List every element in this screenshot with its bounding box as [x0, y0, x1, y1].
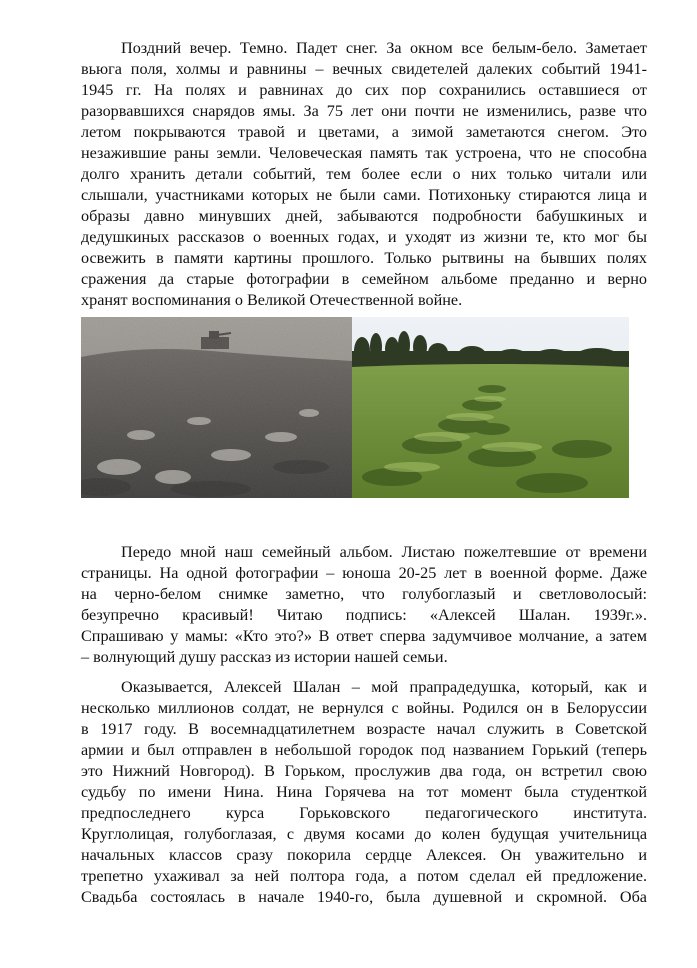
photo-battlefield-bw — [81, 317, 352, 498]
text-line: начальных классов сразу покорила сердце Алексея. Он уважительно и — [81, 846, 647, 864]
text-line: – волнующий душу рассказ из истории нашей семьи. — [81, 648, 448, 666]
text-line: вьюга поля, холмы и равнины – вечных свидетелей далеких событий 1941- — [81, 60, 647, 78]
paragraph-family-album — [81, 542, 647, 668]
text-line: освежить в памяти картины прошлого. Только рытвины на бывших полях — [81, 249, 647, 267]
text-line: незажившие раны земли. Человеческая память так устроена, что не способна — [81, 144, 647, 162]
text-line: на черно-белом снимке заметно, что голубоглазый и светловолосый: — [81, 585, 647, 603]
text-line: Свадьба состоялась в начале 1940-го, была душевной и скромной. Оба — [81, 888, 647, 906]
text-line: страницы. На одной фотографии – юноша 20-25 лет в военной форме. Даже — [81, 564, 647, 582]
text-line: летом покрываются травой и цветами, а зимой заметаются снегом. Это — [81, 123, 647, 141]
text-line: предпоследнего курса Горьковского педагогического института. — [81, 804, 647, 822]
photo-trench-field — [352, 317, 629, 498]
text-line: Оказывается, Алексей Шалан – мой прапрадедушка, который, как и — [121, 678, 647, 696]
photo-strip — [81, 317, 629, 498]
text-line: сражения да старые фотографии в семейном альбоме преданно и верно — [81, 270, 647, 288]
text-line: Круглолицая, голубоглазая, с двумя косами до колен будущая учительница — [81, 825, 647, 843]
text-line: слышали, участниками которых не были сами. Потихоньку стираются лица и — [81, 186, 647, 204]
text-line: Передо мной наш семейный альбом. Листаю пожелтевшие от времени — [121, 543, 647, 561]
text-line: армии и был отправлен в небольшой городок под названием Горький (теперь — [81, 741, 647, 759]
text-line: это Нижний Новгород). В Горьком, прослужив два года, он встретил свою — [81, 762, 647, 780]
text-line: разорвавшихся снарядов ямы. За 75 лет они почти не изменились, разве что — [81, 102, 647, 120]
text-line: образы давно минувших дней, забываются подробности бабушкиных и — [81, 207, 647, 225]
text-line: трепетно ухаживал за ней полтора года, а потом сделал ей предложение. — [81, 867, 647, 885]
text-line: несколько миллионов солдат, не вернулся с войны. Родился он в Белоруссии — [81, 699, 647, 717]
text-line: Поздний вечер. Темно. Падет снег. За окном все белым-бело. Заметает — [121, 39, 647, 57]
text-line: безупречно красивый! Читаю подпись: «Алексей Шалан. 1939г.». — [81, 606, 647, 624]
text-line: хранят воспоминания о Великой Отечественной войне. — [81, 291, 463, 309]
text-line: 1945 гг. На полях и равнинах до сих пор сохранились оставшиеся от — [81, 81, 647, 99]
text-line: долго хранить детали событий, тем более если о них только читали или — [81, 165, 647, 183]
text-line: судьбу по имени Нина. Нина Горячева на тот момент была студенткой — [81, 783, 647, 801]
paragraph-intro — [81, 38, 647, 311]
text-line: в 1917 году. В восемнадцатилетнем возрасте начал служить в Советской — [81, 720, 647, 738]
text-line: Спрашиваю у мамы: «Кто это?» В ответ сперва задумчивое молчание, а затем — [81, 627, 647, 645]
text-line: дедушкиных рассказов о военных годах, и уходят из жизни те, кто мог бы — [81, 228, 647, 246]
paragraph-aleksei-story — [81, 677, 647, 908]
